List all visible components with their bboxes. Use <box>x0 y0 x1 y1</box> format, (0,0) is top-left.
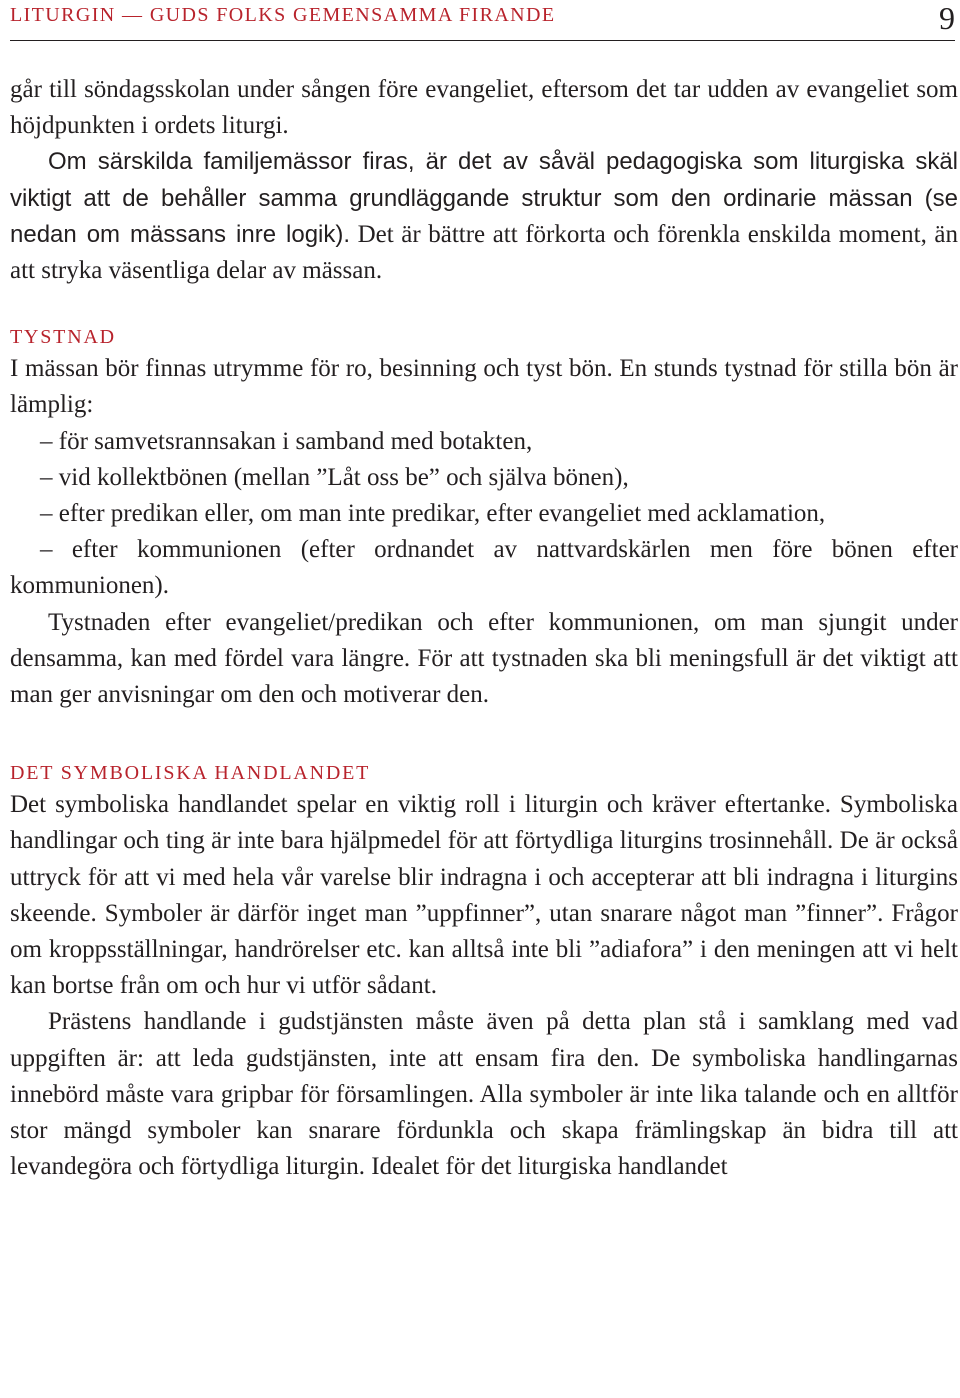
tystnad-closing: Tystnaden efter evangeliet/predikan och efter kommunionen, om man sjungit under densamma, kan med fördel vara längre. För att tystnaden ska bli meningsfull är det viktigt att man ger anvisningar om den och motiverar den. <box>10 608 958 709</box>
section-heading-tystnad: TYSTNAD <box>10 326 116 349</box>
list-item: – efter predikan eller, om man inte predikar, efter evangeliet med acklamation, <box>40 500 826 528</box>
page-header <box>10 0 955 41</box>
family-mass-text-sans: Om särskilda familjemässor firas, är det av såväl pedagogiska som liturgiska skäl viktigt att de behåller samma grundläggande struktur som den ordinarie mässan (se nedan om mässans inre logik). <box>10 148 958 248</box>
symbol-paragraph-2: Prästens handlande i gudstjänsten måste även på detta plan stå i samklang med vad uppgiften är: att leda gudstjänsten, inte att ensam fira den. De symboliska handlingarnas innebörd måste vara gripbar för församlingen. Alla symboler är inte lika talande och en alltför stor mängd symboler kan snarare fördunkla och skapa främlingskap än bidra till att levandegöra och förtydliga liturgin. Idealet för det liturgiska handlandet <box>10 1008 958 1181</box>
intro-paragraph: går till söndagsskolan under sången före evangeliet, eftersom det tar udden av evangeliet som höjdpunkten i ordets liturgi. <box>10 76 958 140</box>
tystnad-lead: I mässan bör finnas utrymme för ro, besinning och tyst bön. En stunds tystnad för stilla bön är lämplig: <box>10 355 958 419</box>
list-item: – vid kollektbönen (mellan ”Låt oss be” och själva bönen), <box>40 463 629 491</box>
symbol-paragraph-1: Det symboliska handlandet spelar en viktig roll i liturgin och kräver eftertanke. Symboliska handlingar och ting är inte bara hjälpmedel för att förtydliga liturgins trosinnehåll. De är också uttryck för att vi med hela vår varelse blir indragna i och accepterar att bli indragna i liturgins skeende. Symboler är därför inget man ”uppfinner”, utan snarare något man ”finner”. Frågor om kroppsställningar, handrörelser etc. kan alltså inte bli ”adiafora” i den meningen att vi helt kan bortse från om och hur vi utför sådant. <box>10 791 958 1000</box>
page-body <box>10 72 958 1185</box>
family-mass-text: Det är bättre att förkorta och förenkla enskilda moment, än att stryka väsentliga delar av mässan. <box>10 220 958 285</box>
section-heading-symbol: DET SYMBOLISKA HANDLANDET <box>10 762 371 785</box>
list-item: – för samvetsrannsakan i samband med botakten, <box>40 427 533 455</box>
family-mass-paragraph <box>10 144 958 289</box>
page-number: 9 <box>939 0 955 36</box>
list-item: – efter kommunionen (efter ordnandet av nattvardskärlen men före bönen efter kommunionen). <box>10 536 958 600</box>
running-title: LITURGIN — GUDS FOLKS GEMENSAMMA FIRANDE <box>10 4 556 26</box>
